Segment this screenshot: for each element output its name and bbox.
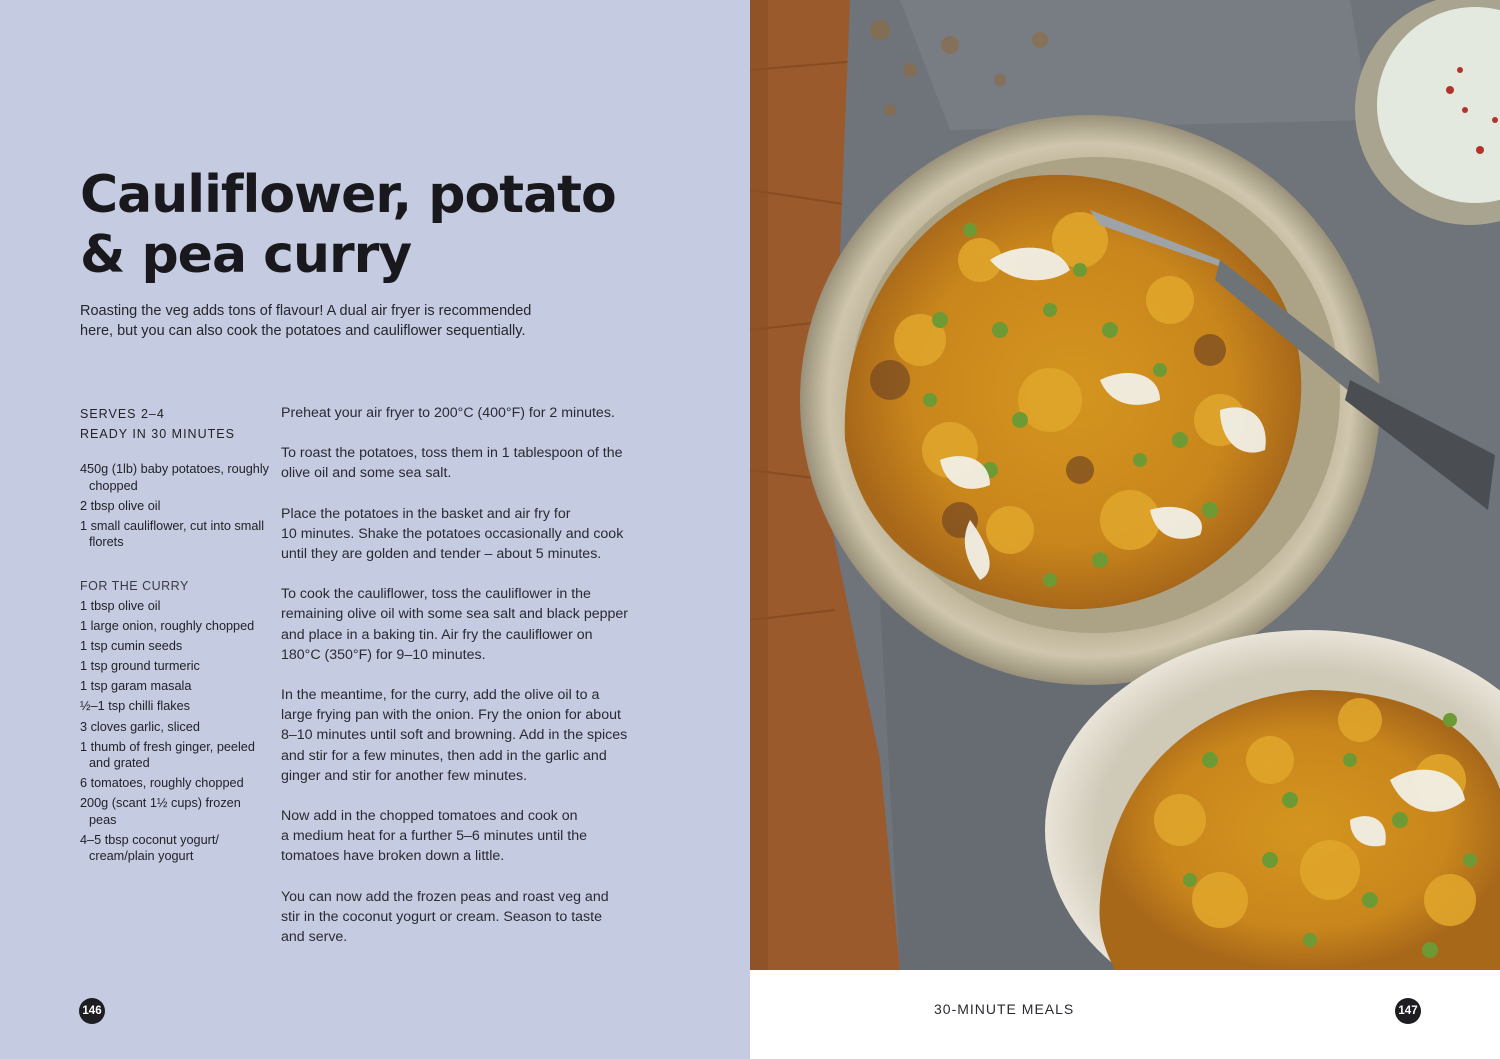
method-line: stir in the coconut yogurt or cream. Season to taste bbox=[281, 908, 602, 925]
curry-ingredient-item: ½–1 tsp chilli flakes bbox=[80, 699, 191, 714]
method-line: Now add in the chopped tomatoes and cook on bbox=[281, 808, 578, 825]
method-line: Place the potatoes in the basket and air fry for bbox=[281, 505, 571, 522]
curry-ingredient-item: 1 thumb of fresh ginger, peeled and grated bbox=[80, 739, 255, 771]
method-step bbox=[281, 584, 681, 665]
method-step bbox=[281, 806, 681, 867]
method-line: ginger and stir for another few minutes. bbox=[281, 767, 528, 784]
method-steps bbox=[281, 403, 681, 967]
recipe-intro bbox=[80, 301, 600, 341]
running-head: 30-MINUTE MEALS bbox=[934, 1001, 1075, 1017]
ingredient-item: 1 small cauliflower, cut into small florets bbox=[80, 518, 265, 550]
method-line: until they are golden and tender – about 5 minutes. bbox=[281, 546, 602, 563]
intro-line-2: here, but you can also cook the potatoes and cauliflower sequentially. bbox=[80, 323, 526, 339]
method-line: 180°C (350°F) for 9–10 minutes. bbox=[281, 646, 486, 663]
recipe-title bbox=[80, 165, 700, 285]
method-line: a medium heat for a further 5–6 minutes until the bbox=[281, 828, 587, 845]
curry-ingredient-item: 1 tsp cumin seeds bbox=[80, 639, 183, 654]
method-line: 8–10 minutes until soft and browning. Add in the spices bbox=[281, 727, 628, 744]
curry-ingredient-item: 1 tbsp olive oil bbox=[80, 599, 161, 613]
recipe-meta bbox=[80, 405, 270, 444]
title-line-1: Cauliflower, potato bbox=[80, 165, 616, 225]
title-line-2: & pea curry bbox=[80, 225, 412, 285]
method-line: To cook the cauliflower, toss the cauliflower in the bbox=[281, 586, 591, 603]
curry-ingredient-item: 4–5 tbsp coconut yogurt/ cream/plain yogurt bbox=[80, 832, 219, 864]
ingredient-list bbox=[80, 461, 270, 554]
ingredient-item: 450g (1lb) baby potatoes, roughly chopped bbox=[80, 462, 270, 493]
ready-in-label: READY IN 30 MINUTES bbox=[80, 426, 235, 441]
curry-ingredient-list bbox=[80, 598, 270, 869]
method-line: and stir for a few minutes, then add in the garlic and bbox=[281, 747, 607, 764]
method-line: Preheat your air fryer to 200°C (400°F) for 2 minutes. bbox=[281, 405, 615, 421]
intro-line-1: Roasting the veg adds tons of flavour! A dual air fryer is recommended bbox=[80, 303, 532, 319]
curry-photo bbox=[750, 0, 1500, 970]
curry-ingredient-item: 1 large onion, roughly chopped bbox=[80, 619, 255, 634]
method-line: You can now add the frozen peas and roast veg and bbox=[281, 888, 609, 905]
method-step bbox=[281, 443, 681, 483]
curry-ingredient-item: 1 tsp ground turmeric bbox=[80, 659, 200, 674]
method-line: In the meantime, for the curry, add the olive oil to a bbox=[281, 687, 600, 704]
method-step bbox=[281, 685, 681, 786]
method-step bbox=[281, 403, 681, 423]
method-line: remaining olive oil with some sea salt and black pepper bbox=[281, 606, 628, 623]
method-step bbox=[281, 504, 681, 565]
method-step bbox=[281, 887, 681, 948]
curry-heading: FOR THE CURRY bbox=[80, 579, 189, 593]
method-line: To roast the potatoes, toss them in 1 tablespoon of the bbox=[281, 445, 623, 462]
method-line: and serve. bbox=[281, 929, 348, 946]
curry-photo-illustration bbox=[750, 0, 1500, 970]
method-line: and place in a baking tin. Air fry the cauliflower on bbox=[281, 626, 593, 643]
curry-ingredient-item: 1 tsp garam masala bbox=[80, 679, 192, 694]
page-number-right: 147 bbox=[1395, 998, 1421, 1024]
curry-ingredient-item: 6 tomatoes, roughly chopped bbox=[80, 776, 244, 791]
method-line: 10 minutes. Shake the potatoes occasionally and cook bbox=[281, 525, 624, 542]
page-number-left: 146 bbox=[79, 998, 105, 1024]
method-line: olive oil and some sea salt. bbox=[281, 465, 452, 482]
curry-ingredient-item: 3 cloves garlic, sliced bbox=[80, 719, 200, 734]
method-line: large frying pan with the onion. Fry the onion for about bbox=[281, 707, 621, 724]
ingredient-item: 2 tbsp olive oil bbox=[80, 498, 161, 513]
method-line: tomatoes have broken down a little. bbox=[281, 848, 505, 865]
curry-ingredient-item: 200g (scant 1½ cups) frozen peas bbox=[80, 796, 241, 827]
serves-label: SERVES 2–4 bbox=[80, 407, 165, 421]
